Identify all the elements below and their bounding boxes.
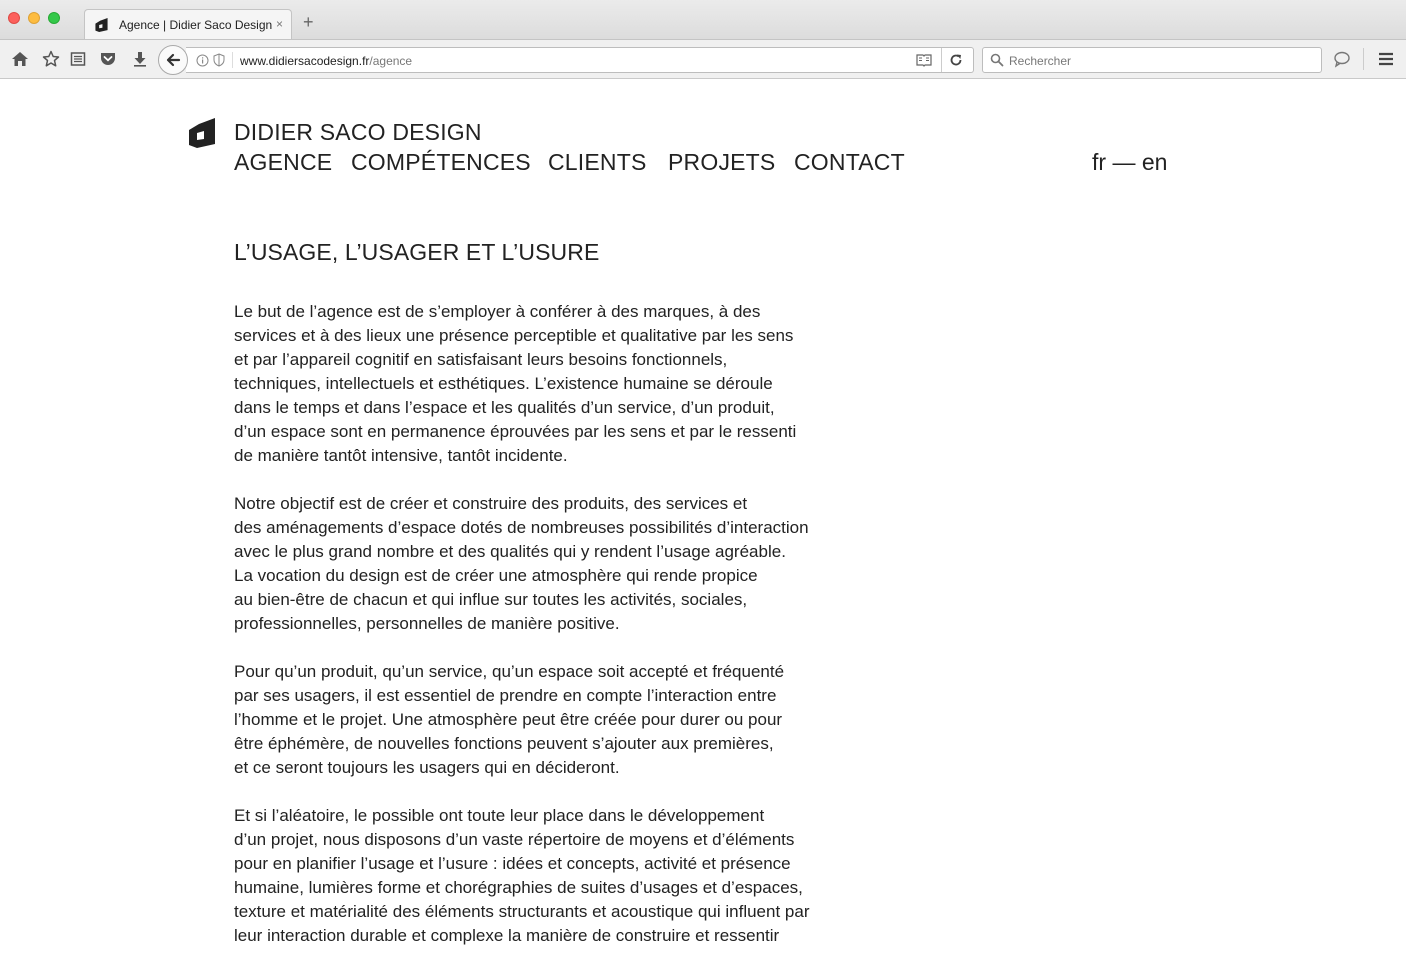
text-line: La vocation du design est de créer une atmosphère qui rende propice: [234, 566, 758, 585]
home-icon[interactable]: [11, 50, 29, 68]
reader-view-icon[interactable]: [916, 53, 932, 67]
paragraph-2: [234, 492, 894, 636]
url-path: /agence: [369, 54, 413, 68]
paragraph-3: [234, 660, 894, 780]
search-placeholder: Rechercher: [1009, 54, 1072, 68]
url-text[interactable]: [240, 54, 412, 68]
hamburger-menu-icon[interactable]: [1377, 50, 1395, 68]
nav-item-agence[interactable]: AGENCE: [234, 149, 333, 175]
site-info-icon[interactable]: [196, 54, 209, 67]
nav-item-contact[interactable]: CONTACT: [794, 149, 905, 175]
bookmarks-list-icon[interactable]: [69, 50, 87, 68]
text-line: techniques, intellectuels et esthétiques. L’existence humaine se déroule: [234, 374, 773, 393]
nav-item-clients[interactable]: CLIENTS: [548, 149, 647, 175]
site-favicon-icon: [95, 18, 108, 32]
site-brand-name[interactable]: DIDIER SACO DESIGN: [234, 119, 482, 145]
text-line: par ses usagers, il est essentiel de prendre en compte l’interaction entre: [234, 686, 777, 705]
search-icon: [990, 53, 1004, 67]
nav-item-projets[interactable]: PROJETS: [668, 149, 776, 175]
text-line: Le but de l’agence est de s’employer à conférer à des marques, à des: [234, 302, 761, 321]
text-line: au bien-être de chacun et qui influe sur toutes les activités, sociales,: [234, 590, 748, 609]
toolbar-divider: [1363, 48, 1364, 70]
text-line: d’un projet, nous disposons d’un vaste répertoire de moyens et d’éléments: [234, 830, 795, 849]
url-bar[interactable]: [186, 47, 974, 73]
nav-item-competences[interactable]: COMPÉTENCES: [351, 149, 531, 175]
text-line: d’un espace sont en permanence éprouvées par les sens et par le ressenti: [234, 422, 797, 441]
text-line: professionnelles, personnelles de manière positive.: [234, 614, 620, 633]
text-line: services et à des lieux une présence perceptible et qualitative par les sens: [234, 326, 794, 345]
text-line: être éphémère, de nouvelles fonctions peuvent s’ajouter aux premières,: [234, 734, 774, 753]
tracking-shield-icon[interactable]: [213, 53, 225, 67]
back-button[interactable]: [158, 45, 188, 75]
browser-tab[interactable]: [84, 9, 292, 40]
bookmark-star-icon[interactable]: [42, 50, 60, 68]
reload-icon[interactable]: [949, 53, 963, 67]
paragraph-4: [234, 804, 894, 948]
browser-toolbar: [0, 39, 1406, 79]
lang-fr-link[interactable]: fr: [1092, 149, 1107, 175]
back-arrow-icon: [165, 52, 181, 68]
text-line: l’homme et le projet. Une atmosphère peut être créée pour durer ou pour: [234, 710, 783, 729]
search-input[interactable]: [982, 47, 1322, 73]
browser-titlebar: [0, 0, 1406, 39]
close-window-button[interactable]: [8, 12, 20, 24]
text-line: dans le temps et dans l’espace et les qualités d’un service, d’un produit,: [234, 398, 775, 417]
site-logo-icon[interactable]: [189, 118, 215, 148]
downloads-icon[interactable]: [131, 50, 149, 68]
text-line: Et si l’aléatoire, le possible ont toute leur place dans le développement: [234, 806, 765, 825]
paragraph-1: [234, 300, 894, 468]
reload-divider: [941, 48, 942, 72]
minimize-window-button[interactable]: [28, 12, 40, 24]
page-title: L’USAGE, L’USAGER ET L’USURE: [234, 239, 600, 265]
text-line: de manière tantôt intensive, tantôt incidente.: [234, 446, 568, 465]
new-tab-button[interactable]: +: [303, 12, 314, 32]
text-line: des aménagements d’espace dotés de nombreuses possibilités d’interaction: [234, 518, 809, 537]
url-domain: www.didiersacodesign.fr: [240, 54, 370, 68]
text-line: Pour qu’un produit, qu’un service, qu’un espace soit accepté et fréquenté: [234, 662, 785, 681]
text-line: humaine, lumières forme et chorégraphies de suites d’usages et d’espaces,: [234, 878, 803, 897]
text-line: texture et matérialité des éléments structurants et acoustique qui influent par: [234, 902, 810, 921]
maximize-window-button[interactable]: [48, 12, 60, 24]
tab-title: Agence | Didier Saco Design: [119, 18, 273, 32]
lang-separator: —: [1106, 149, 1142, 175]
lang-en-link[interactable]: en: [1141, 149, 1168, 175]
text-line: et par l’appareil cognitif en satisfaisant leurs besoins fonctionnels,: [234, 350, 728, 369]
language-switcher: [1092, 148, 1167, 176]
tab-close-icon[interactable]: ×: [275, 17, 283, 31]
url-divider: [232, 52, 233, 68]
text-line: Notre objectif est de créer et construire des produits, des services et: [234, 494, 748, 513]
text-line: et ce seront toujours les usagers qui en décideront.: [234, 758, 620, 777]
text-line: leur interaction durable et complexe la manière de construire et ressentir: [234, 926, 780, 945]
chat-bubble-icon[interactable]: [1333, 50, 1351, 68]
text-line: pour en planifier l’usage et l’usure : idées et concepts, activité et présence: [234, 854, 791, 873]
article-body: [234, 300, 894, 972]
text-line: avec le plus grand nombre et des qualités qui y rendent l’usage agréable.: [234, 542, 786, 561]
pocket-icon[interactable]: [99, 50, 117, 68]
